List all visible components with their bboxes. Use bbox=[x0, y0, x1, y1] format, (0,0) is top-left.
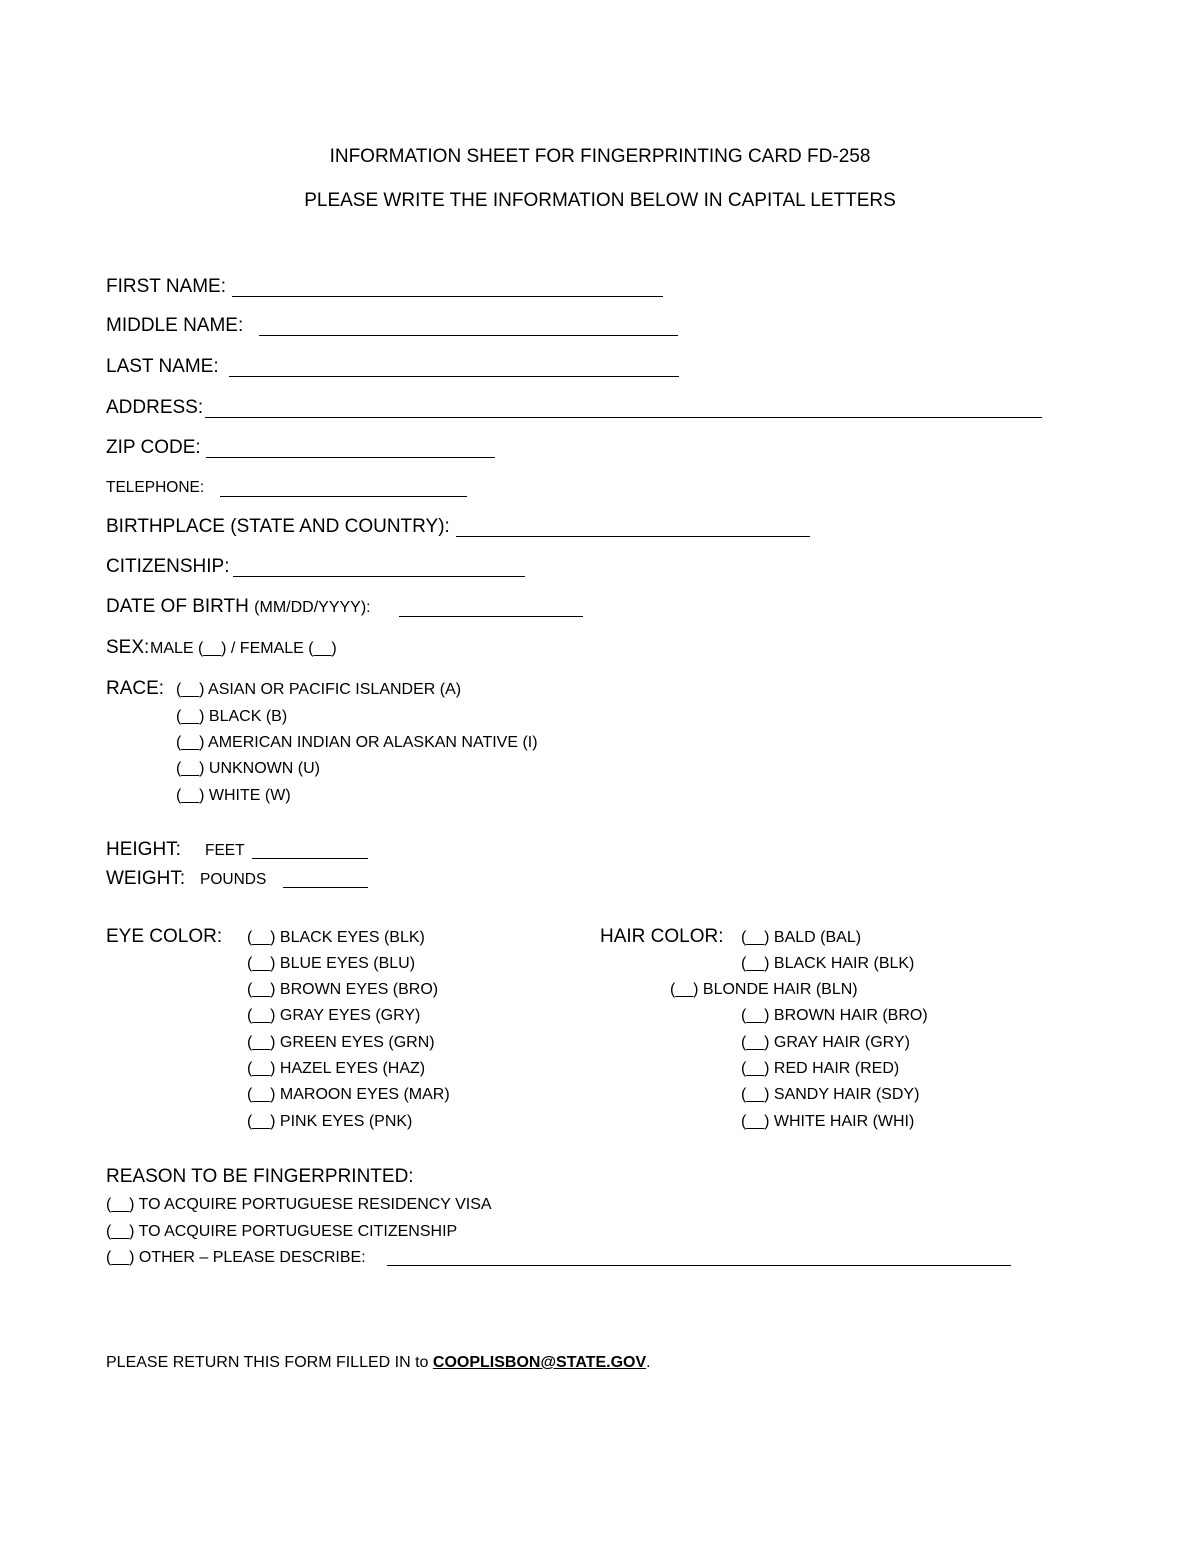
reason-option-citizenship[interactable]: (__) TO ACQUIRE PORTUGUESE CITIZENSHIP bbox=[106, 1223, 458, 1240]
middle-name-field[interactable] bbox=[259, 335, 678, 336]
dob-format: (MM/DD/YYYY): bbox=[254, 599, 371, 616]
hair-option-blonde[interactable]: (__) BLONDE HAIR (BLN) bbox=[670, 981, 858, 998]
first-name-label: FIRST NAME: bbox=[106, 276, 226, 297]
form-title: INFORMATION SHEET FOR FINGERPRINTING CARD FD-258 bbox=[329, 146, 871, 167]
race-option-unknown[interactable]: (__) UNKNOWN (U) bbox=[176, 760, 320, 777]
race-option-white[interactable]: (__) WHITE (W) bbox=[176, 787, 291, 804]
sex-options[interactable]: MALE (__) / FEMALE (__) bbox=[150, 640, 337, 657]
dob-label-text: DATE OF BIRTH bbox=[106, 596, 249, 617]
eye-option-pink[interactable]: (__) PINK EYES (PNK) bbox=[247, 1113, 413, 1130]
address-field[interactable] bbox=[205, 417, 1042, 418]
hair-option-brown[interactable]: (__) BROWN HAIR (BRO) bbox=[741, 1007, 928, 1024]
return-text: PLEASE RETURN THIS FORM FILLED IN to bbox=[106, 1354, 429, 1371]
middle-name-label: MIDDLE NAME: bbox=[106, 315, 244, 336]
height-field[interactable] bbox=[252, 858, 368, 859]
hair-color-label: HAIR COLOR: bbox=[600, 926, 724, 947]
email-link[interactable]: COOPLISBON@STATE.GOV bbox=[432, 1354, 647, 1371]
hair-option-sandy[interactable]: (__) SANDY HAIR (SDY) bbox=[741, 1086, 920, 1103]
race-label: RACE: bbox=[106, 678, 165, 699]
eye-option-brown[interactable]: (__) BROWN EYES (BRO) bbox=[247, 981, 439, 998]
form-subtitle: PLEASE WRITE THE INFORMATION BELOW IN CAPITAL LETTERS bbox=[304, 190, 896, 211]
hair-option-black[interactable]: (__) BLACK HAIR (BLK) bbox=[741, 955, 915, 972]
eye-option-black[interactable]: (__) BLACK EYES (BLK) bbox=[247, 929, 425, 946]
weight-label: WEIGHT: bbox=[106, 868, 186, 889]
birthplace-label: BIRTHPLACE (STATE AND COUNTRY): bbox=[106, 516, 450, 537]
telephone-label: TELEPHONE: bbox=[106, 479, 205, 496]
return-instructions bbox=[106, 1355, 651, 1371]
weight-field[interactable] bbox=[283, 887, 368, 888]
reason-option-residency-visa[interactable]: (__) TO ACQUIRE PORTUGUESE RESIDENCY VISA bbox=[106, 1196, 492, 1213]
reason-option-other[interactable]: (__) OTHER – PLEASE DESCRIBE: bbox=[106, 1249, 366, 1266]
sex-label: SEX: bbox=[106, 637, 150, 658]
eye-option-blue[interactable]: (__) BLUE EYES (BLU) bbox=[247, 955, 416, 972]
zip-code-label: ZIP CODE: bbox=[106, 437, 201, 458]
height-label: HEIGHT: bbox=[106, 839, 181, 860]
eye-option-maroon[interactable]: (__) MAROON EYES (MAR) bbox=[247, 1086, 450, 1103]
dob-label bbox=[106, 597, 371, 616]
eye-option-gray[interactable]: (__) GRAY EYES (GRY) bbox=[247, 1007, 421, 1024]
race-option-asian[interactable]: (__) ASIAN OR PACIFIC ISLANDER (A) bbox=[176, 681, 462, 698]
hair-option-white[interactable]: (__) WHITE HAIR (WHI) bbox=[741, 1113, 915, 1130]
eye-color-label: EYE COLOR: bbox=[106, 926, 223, 947]
citizenship-field[interactable] bbox=[233, 576, 525, 577]
weight-unit: POUNDS bbox=[200, 871, 267, 888]
hair-option-bald[interactable]: (__) BALD (BAL) bbox=[741, 929, 862, 946]
last-name-field[interactable] bbox=[229, 376, 679, 377]
eye-option-hazel[interactable]: (__) HAZEL EYES (HAZ) bbox=[247, 1060, 426, 1077]
footer-period: . bbox=[646, 1354, 651, 1371]
citizenship-label: CITIZENSHIP: bbox=[106, 556, 230, 577]
last-name-label: LAST NAME: bbox=[106, 356, 219, 377]
zip-code-field[interactable] bbox=[206, 457, 495, 458]
first-name-field[interactable] bbox=[232, 296, 663, 297]
reason-label: REASON TO BE FINGERPRINTED: bbox=[106, 1166, 414, 1187]
hair-option-gray[interactable]: (__) GRAY HAIR (GRY) bbox=[741, 1034, 910, 1051]
height-unit: FEET bbox=[205, 842, 245, 859]
race-option-american-indian[interactable]: (__) AMERICAN INDIAN OR ALASKAN NATIVE (I) bbox=[176, 734, 538, 751]
address-label: ADDRESS: bbox=[106, 397, 204, 418]
hair-option-red[interactable]: (__) RED HAIR (RED) bbox=[741, 1060, 900, 1077]
dob-field[interactable] bbox=[399, 616, 583, 617]
eye-option-green[interactable]: (__) GREEN EYES (GRN) bbox=[247, 1034, 435, 1051]
telephone-field[interactable] bbox=[220, 496, 467, 497]
race-option-black[interactable]: (__) BLACK (B) bbox=[176, 708, 288, 725]
birthplace-field[interactable] bbox=[456, 536, 810, 537]
other-reason-field[interactable] bbox=[387, 1265, 1011, 1266]
